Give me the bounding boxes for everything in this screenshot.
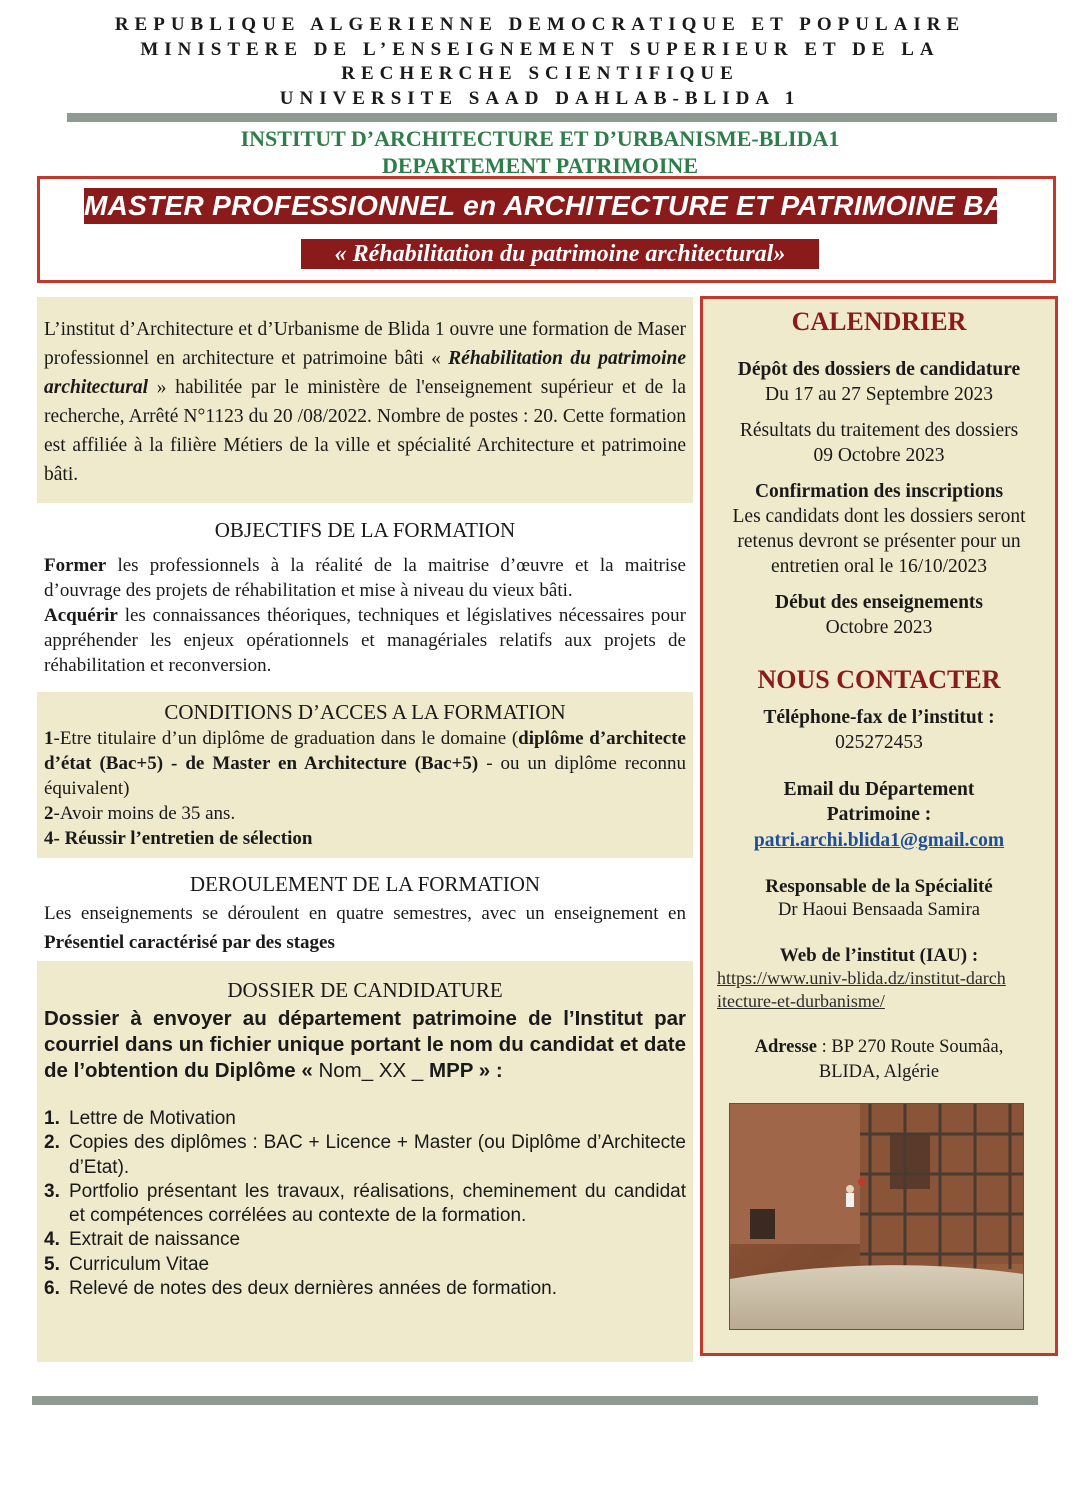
dossier-intro — [44, 1006, 686, 1084]
document-text: Copies des diplômes : BAC + Licence + Master (ou Diplôme d’Architecte d’Etat). — [69, 1132, 686, 1178]
debut-title: Début des enseignements — [775, 592, 983, 613]
address-label: Adresse — [754, 1037, 817, 1057]
confirmation-title: Confirmation des inscriptions — [754, 481, 1004, 502]
intro-text-start: L’institut d’Architecture et d’Urbanisme de Blida 1 ouvre une formation de Maser professionnel en architecture et patrimoine bâti « — [44, 319, 686, 369]
depot-title: Dépôt des dossiers de candidature — [737, 359, 1021, 380]
rehabilitation-photo — [729, 1103, 1024, 1330]
condition-1-text: -Etre titulaire d’un diplôme de graduation dans le domaine ( — [53, 728, 519, 749]
resultats-title: Résultats du traitement des dossiers — [739, 420, 1019, 441]
document-text: Portfolio présentant les travaux, réalisations, cheminement du candidat et compétences corrélées au contexte de la formation. — [69, 1180, 686, 1227]
deroulement-title: DEROULEMENT DE LA FORMATION — [189, 872, 541, 896]
contact-title: NOUS CONTACTER — [757, 665, 1001, 694]
header-recherche: RECHERCHE SCIENTIFIQUE — [341, 63, 739, 84]
objectifs-text — [44, 553, 686, 678]
header-universite: UNIVERSITE SAAD DAHLAB-BLIDA 1 — [279, 88, 801, 109]
intro-text-end: » habilitée par le ministère de l'enseignement supérieur et de la recherche, Arrêté N°1123 du 20 /08/2022. Nombre de postes : 20. Cette formation est affiliée à la filière Métiers de la ville et spécialité Architecture et patrimoine bâti. — [44, 377, 686, 485]
document-number: 2. — [44, 1132, 60, 1154]
address-text: : BP 270 Route Soumâa, BLIDA, Algérie — [816, 1037, 1004, 1082]
tel-number: 025272453 — [835, 732, 923, 753]
email-link[interactable]: patri.archi.blida1@gmail.com — [753, 830, 1005, 851]
objectif-acquerir-text: les connaissances théoriques, techniques et législatives nécessaires pour appréhender les enjeux opérationnels et managériales relatifs aux projets de réhabilitation et reconversion. — [44, 605, 686, 676]
master-subtitle: « Réhabilitation du patrimoine architectural» — [301, 239, 819, 269]
tel-label: Téléphone-fax de l’institut : — [763, 707, 995, 728]
condition-2-number: 2 — [44, 803, 54, 824]
objectif-acquerir-label: Acquérir — [44, 605, 118, 626]
dossier-instructions: Dossier à envoyer au département patrimoine de l’Institut par courriel dans un fichier unique portant le nom du candidat et date de l’obtention du Diplôme « — [44, 1007, 686, 1082]
objectifs-title: OBJECTIFS DE LA FORMATION — [214, 518, 516, 542]
footer-divider — [32, 1396, 1038, 1405]
depot-date: Du 17 au 27 Septembre 2023 — [764, 384, 993, 405]
deroulement-body: Les enseignements se déroulent en quatre semestres, avec un enseignement en — [44, 903, 686, 924]
responsable-label: Responsable de la Spécialité — [765, 876, 993, 897]
debut-date: Octobre 2023 — [825, 617, 933, 638]
header-republique: REPUBLIQUE ALGERIENNE DEMOCRATIQUE ET POPULAIRE — [114, 14, 966, 35]
dossier-title: DOSSIER DE CANDIDATURE — [227, 978, 503, 1002]
document-text: Curriculum Vitae — [69, 1253, 210, 1275]
document-item — [44, 1131, 686, 1180]
document-item — [44, 1253, 686, 1277]
condition-2 — [44, 801, 686, 826]
header-divider — [67, 113, 1057, 122]
calendrier-title: CALENDRIER — [791, 307, 967, 336]
condition-1-number: 1 — [44, 728, 54, 749]
document-number: 3. — [44, 1180, 60, 1202]
conditions-list — [44, 726, 686, 851]
scaffolding-building-image — [730, 1104, 1023, 1329]
intro-specialty: Réhabilitation du patrimoine architectural — [44, 348, 686, 398]
web-link[interactable]: https://www.univ-blida.dz/institut-darchitecture-et-durbanisme/ — [717, 968, 1006, 1011]
document-number: 4. — [44, 1229, 60, 1251]
document-item — [44, 1228, 686, 1252]
header-ministere: MINISTERE DE L’ENSEIGNEMENT SUPERIEUR ET DE LA — [140, 39, 940, 60]
document-item — [44, 1180, 686, 1229]
condition-1-diplomas: diplôme d’architecte d’état (Bac+5) - de Master en Architecture (Bac+5) — [44, 728, 686, 774]
objectif-former-label: Former — [44, 555, 107, 576]
dossier-format-name: Nom_ XX _ — [312, 1059, 429, 1082]
intro-paragraph — [44, 315, 686, 489]
dossier-documents-list — [44, 1107, 686, 1301]
institute-name: INSTITUT D’ARCHITECTURE ET D’URBANISME-BLIDA1 — [240, 126, 840, 151]
document-text: Extrait de naissance — [69, 1229, 241, 1251]
document-item — [44, 1107, 686, 1131]
master-title: MASTER PROFESSIONNEL en ARCHITECTURE ET PATRIMOINE BATI — [84, 188, 997, 224]
dossier-format-end: » : — [473, 1059, 503, 1082]
address — [730, 1035, 1028, 1085]
confirmation-text: Les candidats dont les dossiers seront retenus devront se présenter pour un entretien oral le 16/10/2023 — [732, 506, 1026, 577]
email-label: Email du Département Patrimoine : — [783, 779, 975, 825]
resultats-date: 09 Octobre 2023 — [813, 445, 945, 466]
condition-1 — [44, 726, 686, 801]
dossier-format-mpp: MPP — [429, 1059, 474, 1082]
document-item — [44, 1277, 686, 1301]
document-text: Relevé de notes des deux dernières années de formation. — [69, 1278, 557, 1300]
condition-1-equivalent: - ou un diplôme reconnu équivalent) — [44, 753, 686, 799]
document-number: 6. — [44, 1278, 60, 1300]
deroulement-text — [44, 899, 686, 957]
condition-2-text: -Avoir moins de 35 ans. — [53, 803, 236, 824]
condition-4: 4- Réussir l’entretien de sélection — [44, 828, 313, 849]
responsable-name: Dr Haoui Bensaada Samira — [778, 900, 980, 920]
document-text: Lettre de Motivation — [69, 1108, 236, 1129]
deroulement-presentiel: Présentiel caractérisé par des stages — [44, 932, 335, 953]
objectif-former-text: les professionnels à la réalité de la maitrise d’œuvre et la maitrise d’ouvrage des projets de réhabilitation et mise à niveau du vieux bâti. — [44, 555, 686, 601]
web-label: Web de l’institut (IAU) : — [779, 945, 979, 966]
conditions-title: CONDITIONS D’ACCES A LA FORMATION — [164, 700, 566, 724]
document-number: 1. — [44, 1108, 60, 1129]
document-number: 5. — [44, 1253, 60, 1275]
department-name: DEPARTEMENT PATRIMOINE — [381, 153, 698, 178]
